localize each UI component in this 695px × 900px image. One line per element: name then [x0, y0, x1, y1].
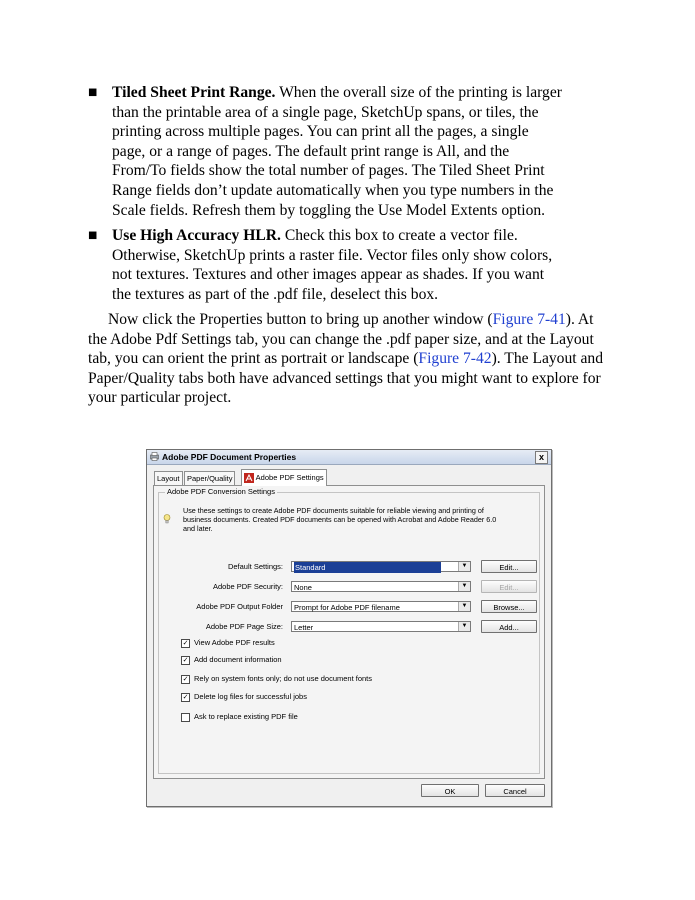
bullet-line: Check this box to create a vector file.: [280, 227, 518, 244]
printer-icon: [150, 452, 159, 461]
bullet-title: Use High Accuracy HLR.: [112, 227, 281, 244]
bullet-tiled-sheet: [88, 83, 608, 220]
adobe-pdf-icon: [244, 473, 254, 483]
security-label: Adobe PDF Security:: [212, 582, 283, 591]
delete-log-checkbox[interactable]: ✓ Delete log files for successful jobs: [182, 692, 307, 701]
output-folder-select[interactable]: Prompt for Adobe PDF filename ▼: [291, 601, 471, 612]
checkbox-box[interactable]: ✓: [182, 693, 189, 701]
tab-panel: [153, 485, 545, 779]
pdf-properties-dialog: [146, 449, 552, 807]
bullet-line: page, or a range of pages. The default print range is All, and the: [112, 142, 510, 160]
system-fonts-checkbox[interactable]: ✓ Rely on system fonts only; do not use document fonts: [182, 674, 373, 683]
chevron-down-icon: ▼: [458, 622, 470, 631]
cancel-button[interactable]: Cancel: [485, 784, 545, 797]
add-button[interactable]: Add...: [481, 620, 537, 633]
checkbox-box[interactable]: [181, 713, 190, 722]
chevron-down-icon: ▼: [458, 582, 470, 591]
dialog-titlebar: [147, 450, 551, 465]
close-button[interactable]: x: [535, 451, 548, 464]
bullet-line: printing across multiple pages. You can print all the pages, a single: [112, 123, 529, 141]
ask-replace-checkbox[interactable]: Ask to replace existing PDF file: [181, 712, 298, 722]
bullet-high-accuracy: [88, 226, 608, 304]
bullet-line: the textures as part of the .pdf file, deselect this box.: [112, 285, 439, 303]
ok-button[interactable]: OK: [421, 784, 479, 797]
tab-paper-quality[interactable]: Paper/Quality: [184, 471, 235, 485]
bullet-title: Tiled Sheet Print Range.: [112, 84, 276, 101]
bullet-line: Otherwise, SketchUp prints a raster file. Vector files only show colors,: [112, 246, 553, 264]
bullet-line: not textures. Textures and other images appear as shades. If you want: [112, 266, 545, 284]
bullet-marker: ■: [88, 84, 98, 101]
bullet-line: Scale fields. Refresh them by toggling the Use Model Extents option.: [112, 201, 546, 219]
page-size-select[interactable]: Letter ▼: [291, 621, 471, 632]
checkbox-box[interactable]: ✓: [182, 639, 189, 647]
figure-link[interactable]: Figure 7-41: [492, 311, 566, 328]
view-results-checkbox[interactable]: ✓ View Adobe PDF results: [182, 638, 275, 647]
figure-link[interactable]: Figure 7-42: [418, 350, 492, 368]
browse-button[interactable]: Browse...: [481, 600, 537, 613]
default-settings-edit-button[interactable]: Edit...: [481, 560, 537, 573]
tab-layout[interactable]: Layout: [154, 471, 183, 485]
security-select[interactable]: None ▼: [291, 581, 471, 592]
group-label: Adobe PDF Conversion Settings: [167, 487, 275, 496]
tab-label: Adobe PDF Settings: [255, 473, 324, 482]
body-paragraph: Now click the Properties button to bring up another window (Figure 7-41). At the Adobe Pdf Settings tab, you can change the .pdf paper size, and at the Layout tab, you can orient the print as portrait or landscape (Figure 7-42). The Layout and Paper/Quality tabs both have advanced settings that you might want to explore for your particular project.: [88, 311, 604, 407]
tab-adobe-pdf-settings[interactable]: [241, 469, 327, 486]
bullet-line: From/To fields show the total number of pages. The Tiled Sheet Print: [112, 162, 545, 180]
checkbox-box[interactable]: ✓: [182, 675, 189, 683]
chevron-down-icon: ▼: [458, 562, 470, 571]
dialog-title: Adobe PDF Document Properties: [162, 452, 297, 462]
add-doc-info-checkbox[interactable]: ✓ Add document information: [182, 655, 282, 664]
checkbox-box[interactable]: ✓: [182, 656, 189, 664]
bullet-line: than the printable area of a single page, SketchUp spans, or tiles, the: [112, 103, 539, 121]
default-settings-select[interactable]: Standard ▼: [291, 561, 471, 572]
lightbulb-icon: [163, 514, 171, 524]
bullet-line: Range fields don’t update automatically when you type numbers in the: [112, 181, 554, 199]
default-settings-label: Default Settings:: [227, 562, 283, 571]
info-text: Use these settings to create Adobe PDF documents suitable for reliable viewing and printing of business documents. Created PDF documents can be opened with Acrobat and Adobe Reader 6.0 and later.: [183, 506, 497, 533]
output-folder-label: Adobe PDF Output Folder: [196, 602, 283, 611]
security-edit-button[interactable]: Edit...: [481, 580, 537, 593]
page-size-label: Adobe PDF Page Size:: [205, 622, 283, 631]
conversion-settings-group: [158, 487, 540, 774]
bullet-line: When the overall size of the printing is larger: [275, 84, 562, 101]
bullet-marker: ■: [88, 227, 98, 244]
chevron-down-icon: ▼: [458, 602, 470, 611]
